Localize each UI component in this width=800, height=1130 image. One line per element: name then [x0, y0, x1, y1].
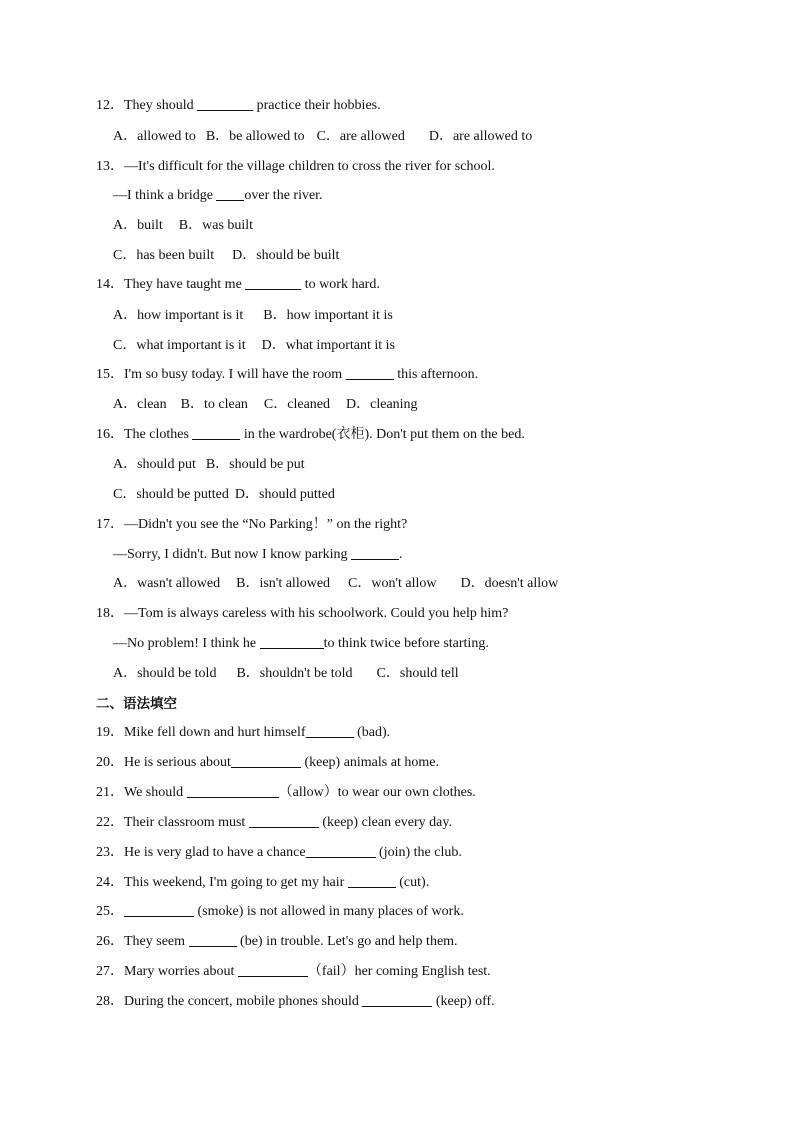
option-c[interactable]: C．should tell: [376, 666, 459, 681]
question-number: 16．: [96, 427, 124, 442]
option-c[interactable]: C．won't allow: [348, 576, 437, 591]
answer-blank[interactable]: [238, 961, 308, 977]
question-22: [96, 812, 760, 834]
option-d[interactable]: D．should be built: [232, 248, 340, 263]
question-number: 22．: [96, 815, 124, 830]
question-text: Mary worries about: [124, 964, 238, 979]
question-13: [96, 156, 760, 178]
question-text: (join) the club.: [375, 845, 462, 860]
option-d[interactable]: D．doesn't allow: [460, 576, 559, 591]
question-text: (bad).: [353, 725, 391, 740]
question-17-reply: [113, 544, 760, 566]
option-a[interactable]: A．should put: [113, 457, 196, 472]
answer-blank[interactable]: [362, 991, 432, 1007]
option-a[interactable]: A．how important is it: [113, 308, 244, 323]
question-number: 24．: [96, 875, 124, 890]
question-text: This weekend, I'm going to get my hair: [124, 875, 348, 890]
question-text: (keep) clean every day.: [318, 815, 452, 830]
option-a[interactable]: A．clean: [113, 397, 167, 412]
option-c[interactable]: C．what important is it: [113, 338, 246, 353]
question-text: in the wardrobe(衣柜). Don't put them on the bed.: [240, 427, 525, 442]
question-26: [96, 931, 760, 953]
option-d[interactable]: D．are allowed to: [428, 129, 533, 144]
options-16a: [113, 454, 760, 476]
question-19: [96, 722, 760, 744]
option-b[interactable]: B．shouldn't be told: [236, 666, 353, 681]
question-text: (keep) off.: [432, 994, 495, 1009]
question-text: —Tom is always careless with his schoolwork. Could you help him?: [124, 606, 509, 621]
options-14a: [113, 305, 760, 327]
question-text: —It's difficult for the village children to cross the river for school.: [124, 159, 495, 174]
question-text: （allow）to wear our own clothes.: [278, 785, 476, 800]
answer-blank[interactable]: [197, 95, 253, 111]
question-text: —Didn't you see the “No Parking！” on the right?: [124, 517, 408, 532]
question-text: over the river.: [244, 188, 323, 203]
question-text: Mike fell down and hurt himself: [124, 725, 306, 740]
question-15: [96, 364, 760, 386]
question-25: [96, 901, 760, 923]
question-number: 26．: [96, 934, 124, 949]
option-a[interactable]: A．built: [113, 218, 163, 233]
answer-blank[interactable]: [231, 752, 301, 768]
option-d[interactable]: D．what important it is: [261, 338, 395, 353]
option-c[interactable]: C．cleaned: [263, 397, 331, 412]
option-c[interactable]: C．are allowed: [316, 129, 405, 144]
question-number: 12．: [96, 98, 124, 113]
question-23: [96, 842, 760, 864]
question-28: [96, 991, 760, 1013]
question-text: (smoke) is not allowed in many places of work.: [194, 904, 464, 919]
question-text: During the concert, mobile phones should: [124, 994, 363, 1009]
option-a[interactable]: A．allowed to: [113, 129, 196, 144]
question-number: 14．: [96, 277, 124, 292]
question-21: [96, 782, 760, 804]
answer-blank[interactable]: [348, 872, 396, 888]
option-d[interactable]: D．cleaning: [346, 397, 418, 412]
question-text: (keep) animals at home.: [300, 755, 439, 770]
question-text: (cut).: [395, 875, 430, 890]
question-17: [96, 514, 760, 536]
question-text: to work hard.: [301, 277, 380, 292]
answer-blank[interactable]: [306, 842, 376, 858]
option-c[interactable]: C．should be putted: [113, 487, 229, 502]
question-number: 15．: [96, 367, 124, 382]
question-text: —Sorry, I didn't. But now I know parking: [113, 547, 352, 562]
question-text: Their classroom must: [124, 815, 249, 830]
options-17: [113, 573, 760, 595]
question-text: this afternoon.: [393, 367, 479, 382]
answer-blank[interactable]: [260, 633, 324, 649]
options-12: [113, 126, 760, 148]
question-text: practice their hobbies.: [253, 98, 381, 113]
answer-blank[interactable]: [192, 424, 240, 440]
question-text: He is serious about: [124, 755, 231, 770]
question-20: [96, 752, 760, 774]
option-d[interactable]: D．should putted: [234, 487, 335, 502]
answer-blank[interactable]: [245, 274, 301, 290]
options-16b: [113, 484, 760, 506]
question-13-reply: [113, 185, 760, 207]
question-text: He is very glad to have a chance: [124, 845, 306, 860]
question-number: 28．: [96, 994, 124, 1009]
option-b[interactable]: B．how important it is: [263, 308, 393, 323]
option-a[interactable]: A．wasn't allowed: [113, 576, 221, 591]
answer-blank[interactable]: [351, 544, 399, 560]
question-text: .: [399, 547, 403, 562]
section-heading: 二、语法填空: [96, 696, 177, 712]
option-b[interactable]: B．be allowed to: [205, 129, 305, 144]
answer-blank[interactable]: [187, 782, 279, 798]
question-18-reply: [113, 633, 760, 655]
question-number: 19．: [96, 725, 124, 740]
options-15: [113, 394, 760, 416]
question-14: [96, 274, 760, 296]
question-number: 23．: [96, 845, 124, 860]
options-13b: [113, 245, 760, 267]
question-16: [96, 424, 760, 446]
option-b[interactable]: B．isn't allowed: [236, 576, 331, 591]
question-27: [96, 961, 760, 983]
question-number: 25．: [96, 904, 124, 919]
question-text: They have taught me: [124, 277, 246, 292]
option-c[interactable]: C．has been built: [113, 248, 215, 263]
question-18: [96, 603, 760, 625]
question-12: [96, 95, 760, 117]
answer-blank[interactable]: [306, 722, 354, 738]
answer-blank[interactable]: [124, 901, 194, 917]
question-text: (be) in trouble. Let's go and help them.: [236, 934, 458, 949]
answer-blank[interactable]: [189, 931, 237, 947]
question-text: （fail）her coming English test.: [307, 964, 491, 979]
question-text: They seem: [124, 934, 189, 949]
question-text: We should: [124, 785, 187, 800]
answer-blank[interactable]: [249, 812, 319, 828]
question-text: —No problem! I think he: [113, 636, 260, 651]
options-13a: [113, 215, 760, 237]
question-number: 13．: [96, 159, 124, 174]
question-number: 27．: [96, 964, 124, 979]
option-b[interactable]: B．was built: [178, 218, 254, 233]
answer-blank[interactable]: [216, 185, 244, 201]
question-text: The clothes: [124, 427, 193, 442]
question-text: —I think a bridge: [113, 188, 217, 203]
question-number: 21．: [96, 785, 124, 800]
question-number: 20．: [96, 755, 124, 770]
answer-blank[interactable]: [346, 364, 394, 380]
question-text: I'm so busy today. I will have the room: [124, 367, 346, 382]
question-text: to think twice before starting.: [323, 636, 489, 651]
option-b[interactable]: B．to clean: [180, 397, 248, 412]
question-text: They should: [124, 98, 198, 113]
options-18: [113, 663, 760, 685]
question-number: 17．: [96, 517, 124, 532]
option-a[interactable]: A．should be told: [113, 666, 217, 681]
option-b[interactable]: B．should be put: [205, 457, 305, 472]
options-14b: [113, 335, 760, 357]
question-number: 18．: [96, 606, 124, 621]
question-24: [96, 872, 760, 894]
